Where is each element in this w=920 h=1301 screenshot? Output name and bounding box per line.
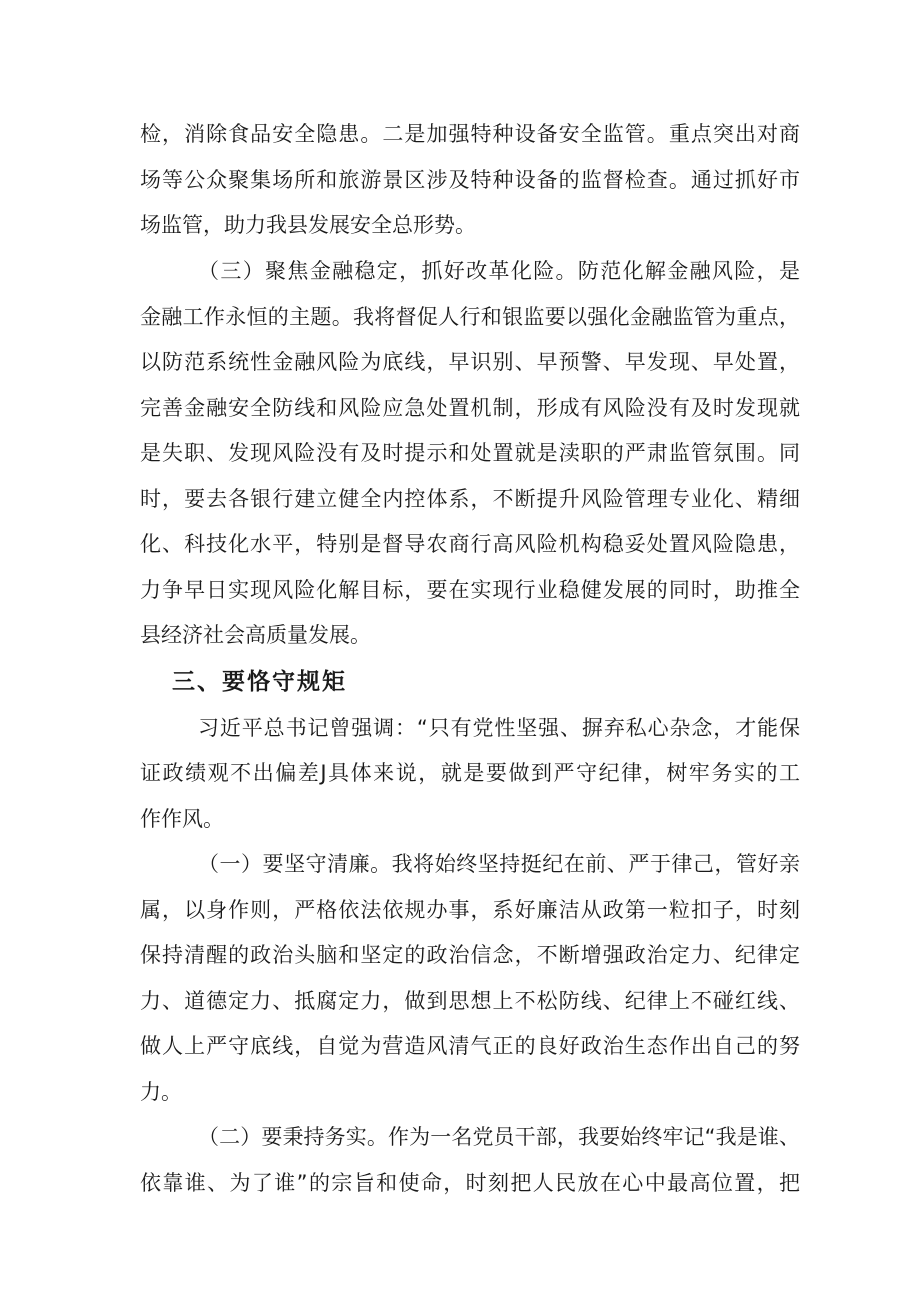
text-line: 金融工作永恒的主题。我将督促人行和银监要以强化金融监管为重点， xyxy=(140,305,800,329)
text-line: 属，以身作则，严格依法依规办事，系好廉洁从政第一粒扣子，时刻 xyxy=(140,898,800,922)
text-line: （一）要坚守清廉。我将始终坚持挺纪在前、严于律己，管好亲 xyxy=(198,852,800,876)
text-line: 作作风。 xyxy=(140,807,224,831)
text-line: 场监管，助力我县发展安全总形势。 xyxy=(140,213,476,237)
text-line: 证政绩观不出偏差J具体来说，就是要做到严守纪律，树牢务实的工 xyxy=(140,761,800,785)
text-line: 以防范系统性金融风险为底线，早识别、早预警、早发现、早处置， xyxy=(140,350,800,374)
text-line: 完善金融安全防线和风险应急处置机制，形成有风险没有及时发现就 xyxy=(140,396,800,420)
text-line: 县经济社会高质量发展。 xyxy=(140,623,371,647)
text-line: 力、道德定力、抵腐定力，做到思想上不松防线、纪律上不碰红线、 xyxy=(140,989,800,1013)
text-line: 保持清醒的政治头脑和坚定的政治信念，不断增强政治定力、纪律定 xyxy=(140,943,800,967)
text-line: 力。 xyxy=(140,1080,182,1104)
text-line: 习近平总书记曾强调：“只有党性坚强、摒弃私心杂念，才能保 xyxy=(198,716,800,740)
text-line: 场等公众聚集场所和旅游景区涉及特种设备的监督检查。通过抓好市 xyxy=(140,168,800,192)
text-line: 力争早日实现风险化解目标，要在实现行业稳健发展的同时，助推全 xyxy=(140,578,800,602)
text-line: （三）聚焦金融稳定，抓好改革化险。防范化解金融风险，是 xyxy=(198,259,800,283)
text-line: 是失职、发现风险没有及时提示和处置就是渎职的严肃监管氛围。同 xyxy=(140,441,800,465)
text-line: 依靠谁、为了谁”的宗旨和使命，时刻把人民放在心中最高位置，把 xyxy=(140,1171,800,1195)
text-line: 检，消除食品安全隐患。二是加强特种设备安全监管。重点突出对商 xyxy=(140,122,800,146)
text-line: （二）要秉持务实。作为一名党员干部，我要始终牢记“我是谁、 xyxy=(198,1125,800,1149)
text-line: 化、科技化水平，特别是督导农商行高风险机构稳妥处置风险隐患， xyxy=(140,532,800,556)
text-line: 做人上严守底线，自觉为营造风清气正的良好政治生态作出自己的努 xyxy=(140,1034,800,1058)
text-line: 时，要去各银行建立健全内控体系，不断提升风险管理专业化、精细 xyxy=(140,487,800,511)
section-heading: 三、要恪守规矩 xyxy=(172,669,347,695)
